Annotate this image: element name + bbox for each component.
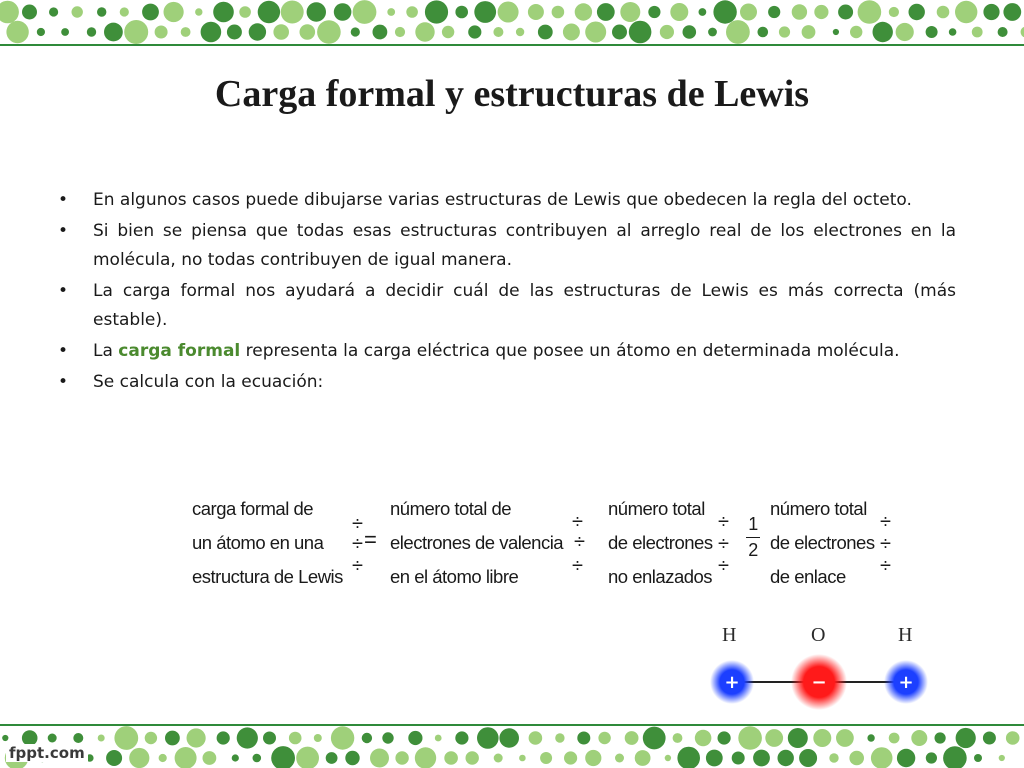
decorative-dot — [974, 754, 982, 762]
slide-title: Carga formal y estructuras de Lewis — [214, 73, 810, 115]
decorative-dot — [201, 22, 222, 43]
decorative-dot — [498, 2, 519, 23]
molecule-graphic — [700, 624, 940, 714]
bullet-symbol: • — [58, 372, 69, 392]
decorative-dot — [738, 726, 762, 750]
decorative-dot — [788, 728, 808, 748]
decorative-dot — [239, 6, 251, 18]
bullet-item — [58, 186, 956, 215]
decorative-dot — [564, 751, 577, 764]
decorative-dot — [999, 755, 1005, 761]
decorative-dot — [203, 751, 217, 765]
highlighted-term: carga formal — [118, 341, 241, 361]
bullet-symbol: • — [58, 221, 69, 241]
decorative-dot — [415, 747, 436, 768]
water-molecule-diagram — [700, 624, 940, 714]
decorative-dot — [937, 6, 950, 19]
fppt-logo: fppt.com — [6, 744, 88, 762]
decorative-dot — [629, 21, 652, 44]
decorative-dot — [164, 2, 184, 22]
decorative-dot — [732, 752, 745, 765]
decorative-dot — [263, 732, 276, 745]
equation-line: carga formal de — [192, 498, 314, 519]
decorative-dot — [345, 751, 359, 765]
bullet-item — [58, 368, 956, 397]
decorative-dot — [585, 22, 606, 43]
decorative-dot — [252, 754, 261, 763]
bracket-glyph: ÷ — [880, 533, 891, 555]
decorative-dot — [896, 23, 914, 41]
equation-line: electrones de valencia — [390, 532, 564, 553]
decorative-dot — [187, 728, 206, 747]
decorative-dot — [408, 731, 422, 745]
decorative-dot — [97, 7, 106, 16]
fraction-numerator: 1 — [748, 514, 758, 534]
decorative-dot — [217, 731, 230, 744]
decorative-dot — [442, 26, 454, 38]
decorative-dot — [474, 1, 496, 23]
decorative-dot — [155, 26, 168, 39]
decorative-dot — [665, 755, 671, 761]
decorative-dot — [695, 730, 712, 747]
decorative-dot — [516, 28, 524, 36]
top-divider-line — [0, 44, 1024, 46]
decorative-dot — [683, 25, 697, 39]
equals-sign: = — [364, 527, 377, 552]
decorative-dot — [540, 752, 552, 764]
equation-line: no enlazados — [608, 566, 713, 587]
decorative-dot — [6, 21, 28, 43]
decorative-dot — [195, 8, 202, 15]
decorative-dot — [466, 751, 479, 764]
decorative-dot — [307, 2, 326, 21]
decorative-dot — [48, 734, 57, 743]
one-half-fraction — [746, 514, 760, 561]
decorative-dot — [271, 746, 295, 768]
decorative-dot — [983, 732, 996, 745]
decorative-dot — [949, 28, 957, 36]
bracket-glyph: ÷ — [352, 513, 363, 535]
decorative-dot — [455, 731, 468, 744]
decorative-dot — [850, 26, 862, 38]
decorative-dot — [889, 733, 900, 744]
charge-plus-right: + — [898, 672, 914, 693]
decorative-dot — [326, 752, 338, 764]
decorative-dot — [353, 0, 377, 24]
fraction-bar — [746, 537, 760, 538]
equation-nonbonding-term — [608, 492, 713, 594]
decorative-dot — [575, 3, 592, 20]
charge-plus-left: + — [724, 672, 740, 693]
equation-line: estructura de Lewis — [192, 566, 343, 587]
decorative-dot — [73, 733, 83, 743]
decorative-dot — [406, 6, 418, 18]
decorative-dot — [779, 26, 790, 37]
bullet-symbol: • — [58, 341, 69, 361]
decorative-dot — [538, 25, 553, 40]
decorative-dot — [435, 735, 442, 742]
charge-minus: − — [811, 672, 827, 693]
decorative-dot — [998, 27, 1008, 37]
decorative-dot — [114, 726, 138, 750]
decorative-dot — [296, 747, 319, 768]
decorative-dot — [124, 20, 148, 44]
bracket-glyph: ÷ — [574, 531, 585, 553]
decorative-dot — [838, 5, 853, 20]
bracket-glyph: ÷ — [352, 555, 363, 577]
decorative-dot — [281, 1, 304, 24]
equation-line: de enlace — [770, 566, 846, 587]
equation-valence-term — [390, 492, 563, 594]
decorative-dot — [867, 734, 874, 741]
decorative-dot — [753, 750, 770, 767]
equation-line: número total — [608, 498, 705, 519]
decorative-dot — [529, 731, 543, 745]
decorative-dot — [494, 754, 503, 763]
decorative-dot — [577, 732, 590, 745]
decorative-dot — [528, 4, 544, 20]
bracket-glyph: ÷ — [572, 555, 583, 577]
decorative-dot — [415, 22, 434, 41]
decorative-dot — [98, 735, 105, 742]
decorative-dot — [598, 732, 610, 744]
decorative-dot — [552, 6, 565, 19]
decorative-dot — [740, 4, 757, 21]
bracket-glyph: ÷ — [572, 511, 583, 533]
decorative-dot — [444, 751, 458, 765]
decorative-dot — [2, 735, 8, 741]
decorative-dot — [87, 27, 96, 36]
bullet-text: Se calcula con la ecuación: — [93, 372, 324, 392]
decorative-dot — [300, 24, 316, 40]
decorative-dot — [273, 24, 289, 40]
bullet-symbol: • — [58, 190, 69, 210]
decorative-dot — [926, 26, 938, 38]
decorative-dot — [677, 747, 700, 768]
bracket-glyph: ÷ — [880, 555, 891, 577]
decorative-dot — [181, 27, 191, 37]
decorative-dot — [813, 729, 831, 747]
decorative-dot — [620, 2, 640, 22]
bracket-glyph: ÷ — [718, 511, 729, 533]
decorative-dot — [792, 4, 807, 19]
decorative-dot — [331, 726, 354, 749]
top-decorative-band — [0, 0, 1024, 46]
decorative-dot — [351, 27, 360, 36]
decorative-dot — [849, 751, 864, 766]
decorative-dot — [660, 25, 674, 39]
decorative-dot — [382, 732, 393, 743]
decorative-dot — [232, 754, 239, 761]
bullet-text-prefix: La — [93, 341, 119, 361]
decorative-dot — [49, 7, 58, 16]
atom-label-o: O — [811, 624, 826, 646]
decorative-dot — [120, 7, 129, 16]
decorative-dot — [935, 732, 946, 743]
decorative-dot — [142, 4, 159, 21]
equation-lhs — [192, 492, 343, 594]
equation-line: de electrones — [770, 532, 875, 553]
decorative-dot — [468, 25, 481, 38]
bracket-glyph: ÷ — [718, 533, 729, 555]
decorative-dot — [699, 8, 707, 16]
decorative-dot — [519, 755, 526, 762]
decorative-dot — [145, 732, 157, 744]
bullet-item — [58, 277, 956, 335]
decorative-dot — [889, 7, 899, 17]
decorative-dot — [249, 23, 266, 40]
fraction-denominator: 2 — [748, 540, 758, 560]
decorative-dot — [955, 1, 977, 23]
decorative-dot — [373, 25, 388, 40]
bullet-text: La carga formal nos ayudará a decidir cuál de las estructuras de Lewis es más correcta (más estable). — [93, 281, 956, 330]
bullet-text: Si bien se piensa que todas esas estructuras contribuyen al arreglo real de los electrones en la molécula, no todas contribuyen de igual manera. — [93, 221, 956, 270]
decorative-dot — [673, 733, 683, 743]
equation-bonding-term — [770, 492, 875, 594]
decorative-dot — [778, 750, 794, 766]
bullet-text: En algunos casos puede dibujarse varias estructuras de Lewis que obedecen la regla del octeto. — [93, 190, 912, 210]
decorative-dot — [726, 20, 750, 44]
decorative-dot — [706, 750, 723, 767]
equation-line: en el átomo libre — [390, 566, 519, 587]
decorative-dot — [213, 2, 234, 23]
equation-line: número total de — [390, 498, 512, 519]
decorative-dot — [956, 728, 976, 748]
decorative-dot — [1021, 26, 1024, 37]
decorative-dot — [563, 24, 580, 41]
decorative-dot — [317, 20, 341, 44]
decorative-dot — [765, 729, 783, 747]
decorative-dot — [106, 750, 122, 766]
bullet-item — [58, 337, 956, 366]
decorative-dot — [477, 727, 499, 749]
decorative-dot — [829, 753, 838, 762]
atom-label-h-left: H — [722, 624, 737, 646]
decorative-dot — [22, 5, 37, 20]
decorative-dot — [858, 0, 882, 24]
decorative-dot — [909, 4, 925, 20]
decorative-dot — [395, 751, 408, 764]
decorative-dot — [836, 729, 854, 747]
decorative-dot — [833, 29, 839, 35]
decorative-dot — [387, 8, 395, 16]
decorative-dot — [258, 1, 280, 23]
atom-label-h-right: H — [898, 624, 913, 646]
decorative-dot — [926, 752, 937, 763]
decorative-dot — [1006, 731, 1020, 745]
decorative-dot — [718, 731, 731, 744]
decorative-dot — [37, 28, 45, 36]
decorative-dot — [493, 27, 503, 37]
decorative-dot — [1003, 3, 1021, 21]
decorative-dot — [871, 747, 893, 768]
bullet-text-suffix: representa la carga eléctrica que posee un átomo en determinada molécula. — [240, 341, 900, 361]
decorative-dot — [61, 28, 69, 36]
decorative-dot — [334, 3, 352, 21]
decorative-dot — [395, 27, 405, 37]
decorative-dot — [289, 732, 302, 745]
bracket-glyph: ÷ — [352, 533, 363, 555]
decorative-dot — [648, 6, 660, 18]
bullet-symbol: • — [58, 281, 69, 301]
decorative-dot — [72, 6, 83, 17]
decorative-dot — [159, 754, 167, 762]
equation-line: un átomo en una — [192, 532, 324, 553]
decorative-dot — [635, 750, 651, 766]
bottom-decorative-band — [0, 722, 1024, 768]
decorative-dot — [943, 746, 967, 768]
decorative-dot — [314, 734, 322, 742]
decorative-dot — [175, 747, 197, 768]
decorative-dot — [165, 731, 180, 746]
decorative-dot — [873, 22, 893, 42]
decorative-dot — [129, 748, 149, 768]
decorative-dot — [499, 728, 519, 748]
decorative-dot — [768, 6, 780, 18]
bullet-item — [58, 217, 956, 275]
decorative-dot — [983, 4, 999, 20]
decorative-dot — [802, 25, 816, 39]
bracket-glyph: ÷ — [718, 555, 729, 577]
decorative-dot — [799, 749, 817, 767]
decorative-dot — [814, 5, 828, 19]
equation-line: número total — [770, 498, 867, 519]
decorative-dot — [0, 1, 19, 24]
decorative-dot — [555, 733, 564, 742]
bracket-glyph: ÷ — [880, 511, 891, 533]
decorative-dot — [670, 3, 688, 21]
decorative-dot — [455, 6, 468, 19]
decorative-dot — [625, 731, 639, 745]
equation-line: de electrones — [608, 532, 713, 553]
decorative-dot — [227, 25, 242, 40]
decorative-dot — [237, 727, 258, 748]
decorative-dot — [615, 754, 624, 763]
decorative-dot — [708, 28, 717, 37]
decorative-dot — [758, 27, 769, 38]
decorative-dot — [370, 749, 389, 768]
formal-charge-equation — [192, 492, 912, 592]
decorative-dot — [585, 750, 601, 766]
decorative-dot — [911, 730, 927, 746]
decorative-dot — [104, 23, 123, 42]
polka-dot-pattern — [0, 726, 1024, 768]
decorative-dot — [972, 27, 983, 38]
decorative-dot — [713, 0, 736, 23]
decorative-dot — [597, 3, 615, 21]
bullet-list — [58, 186, 956, 399]
decorative-dot — [425, 0, 448, 23]
decorative-dot — [612, 25, 627, 40]
polka-dot-pattern — [0, 0, 1024, 46]
decorative-dot — [643, 727, 666, 750]
decorative-dot — [362, 733, 372, 743]
decorative-dot — [897, 749, 915, 767]
